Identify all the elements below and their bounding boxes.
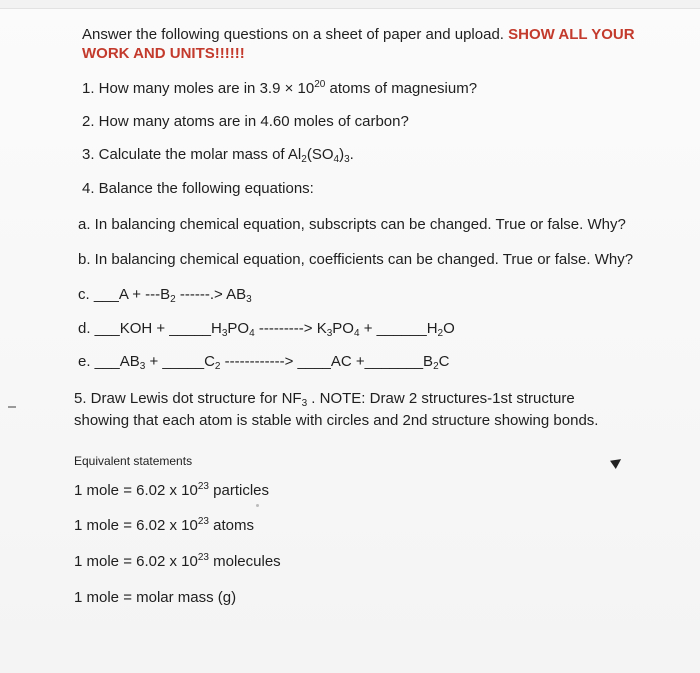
instructions-line-1 bbox=[82, 26, 635, 44]
equivalent-molar-mass: 1 mole = molar mass (g) bbox=[74, 589, 237, 606]
edge-mark bbox=[8, 406, 16, 408]
question-4d: d. ___KOH + $\_\_\_\_\_H_3PO_4$ ---------> $K_3PO_4$ + $\_\_\_\_\_\_H_2O$ bbox=[78, 320, 455, 339]
equivalent-atoms: 1 mole = 6.02 x $10^{23}$ atoms bbox=[74, 516, 254, 534]
speck bbox=[256, 504, 259, 507]
question-2: 2. How many atoms are in 4.60 moles of carbon? bbox=[82, 113, 409, 130]
question-4b: b. In balancing chemical equation, coefficients can be changed. True or false. Why? bbox=[78, 251, 634, 268]
question-5-line-2: showing that each atom is stable with circles and 2nd structure showing bonds. bbox=[74, 412, 599, 429]
question-5: 5. Draw Lewis dot structure for $NF_3$ . NOTE: Draw 2 structures-1st structure bbox=[74, 390, 575, 409]
instructions-emphasis: SHOW ALL YOUR bbox=[508, 26, 635, 43]
instructions-line-2: WORK AND UNITS!!!!!! bbox=[82, 45, 245, 62]
equivalent-particles: 1 mole = 6.02 x $10^{23}$ particles bbox=[74, 481, 269, 499]
mouse-cursor-icon bbox=[610, 455, 624, 469]
question-1: 1. How many moles are in $3.9 \times 10^{20}$ atoms of magnesium? bbox=[82, 79, 478, 97]
instructions-text: Answer the following questions on a sheet of paper and upload. bbox=[82, 26, 504, 43]
question-4c: c. ___A + $---B_2$ ------.> $AB_3$ bbox=[78, 286, 252, 305]
equivalent-heading: Equivalent statements bbox=[74, 454, 193, 468]
equivalent-molecules: 1 mole = 6.02 x $10^{23}$ molecules bbox=[74, 552, 281, 570]
question-4e: e. $\_\_\_AB_3$ + $\_\_\_\_\_C_2$ ------------> ____AC $+\_\_\_\_\_\_\_B_2C$ bbox=[78, 353, 450, 372]
question-3: 3. Calculate the molar mass of $Al_2(SO_4)_3$. bbox=[82, 146, 354, 165]
question-4a: a. In balancing chemical equation, subscripts can be changed. True or false. Why? bbox=[78, 216, 626, 233]
question-4: 4. Balance the following equations: bbox=[82, 180, 314, 197]
top-border bbox=[0, 0, 700, 9]
